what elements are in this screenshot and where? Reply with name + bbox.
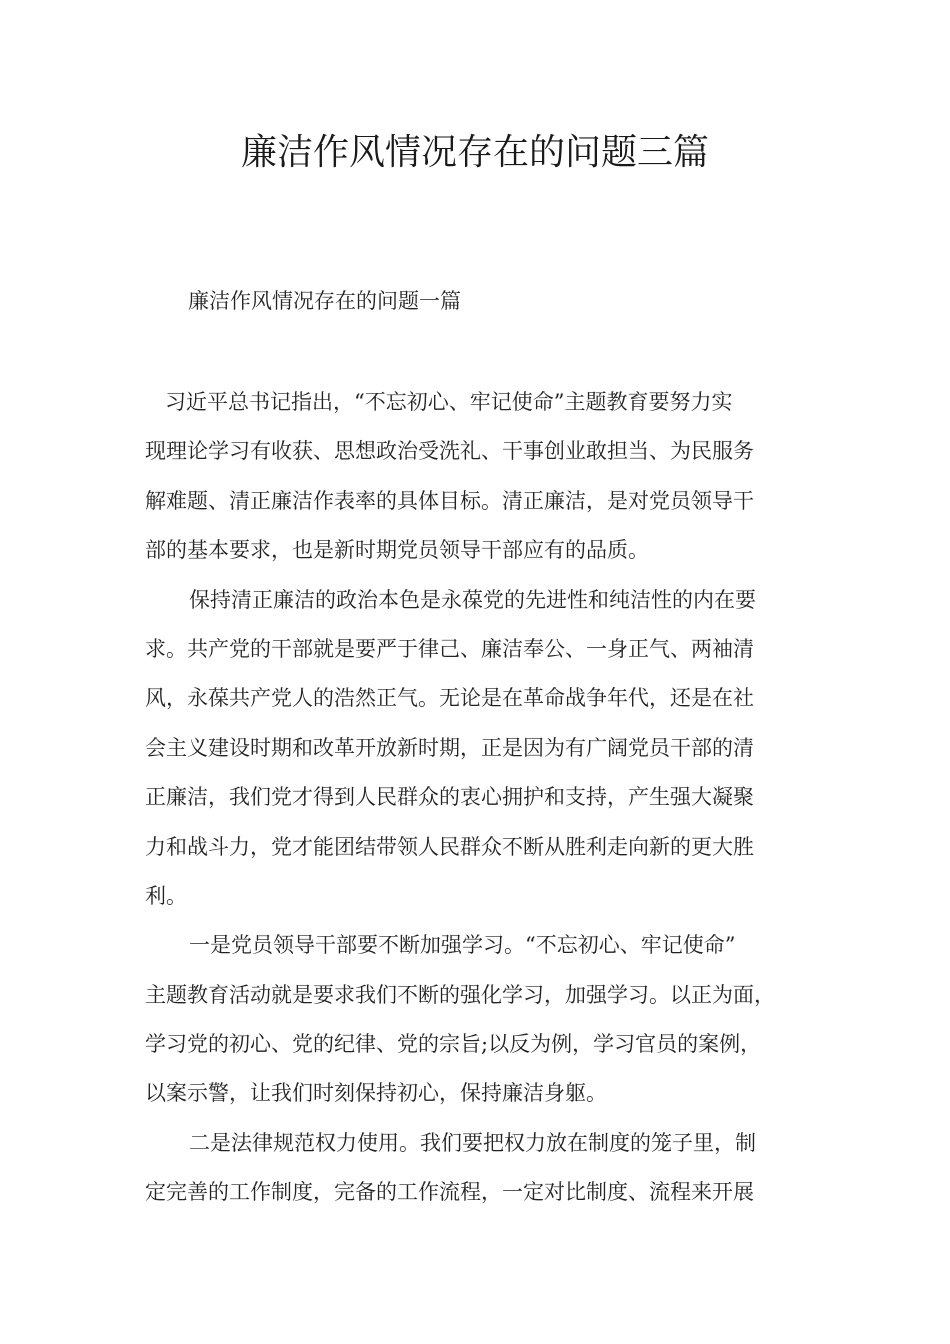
body-line: 部的基本要求，也是新时期党员领导干部应有的品质。 [145,538,649,563]
document-title: 廉洁作风情况存在的问题三篇 [240,132,709,173]
body-line: 二是法律规范权力使用。我们要把权力放在制度的笼子里，制 [189,1130,756,1155]
body-line: 学习党的初心、党的纪律、党的宗旨;以反为例，学习官员的案例， [145,1032,762,1057]
body-line: 以案示警，让我们时刻保持初心，保持廉洁身躯。 [145,1081,607,1106]
body-line: 主题教育活动就是要求我们不断的强化学习，加强学习。以正为面， [145,982,775,1007]
body-line: 风，永葆共产党人的浩然正气。无论是在革命战争年代，还是在社 [145,686,754,711]
body-line: 定完善的工作制度，完备的工作流程，一定对比制度、流程来开展 [145,1180,754,1205]
body-line: 求。共产党的干部就是要严于律己、廉洁奉公、一身正气、两袖清 [145,636,754,661]
body-line: 一是党员领导干部要不断加强学习。“不忘初心、牢记使命” [189,933,736,958]
body-line: 保持清正廉洁的政治本色是永葆党的先进性和纯洁性的内在要 [189,587,756,612]
document-body [145,378,810,1218]
body-line: 会主义建设时期和改革开放新时期，正是因为有广阔党员干部的清 [145,735,754,760]
body-line: 力和战斗力，党才能团结带领人民群众不断从胜利走向新的更大胜 [145,834,754,859]
body-line: 正廉洁，我们党才得到人民群众的衷心拥护和支持，产生强大凝聚 [145,785,754,810]
body-line: 习近平总书记指出，“不忘初心、牢记使命”主题教育要努力实 [165,390,733,414]
section-subtitle: 廉洁作风情况存在的问题一篇 [188,289,461,313]
body-line: 利。 [145,883,187,908]
body-line: 解难题、清正廉洁作表率的具体目标。清正廉洁，是对党员领导干 [145,488,754,513]
body-line: 现理论学习有收获、思想政治受洗礼、干事创业敢担当、为民服务 [145,439,754,464]
